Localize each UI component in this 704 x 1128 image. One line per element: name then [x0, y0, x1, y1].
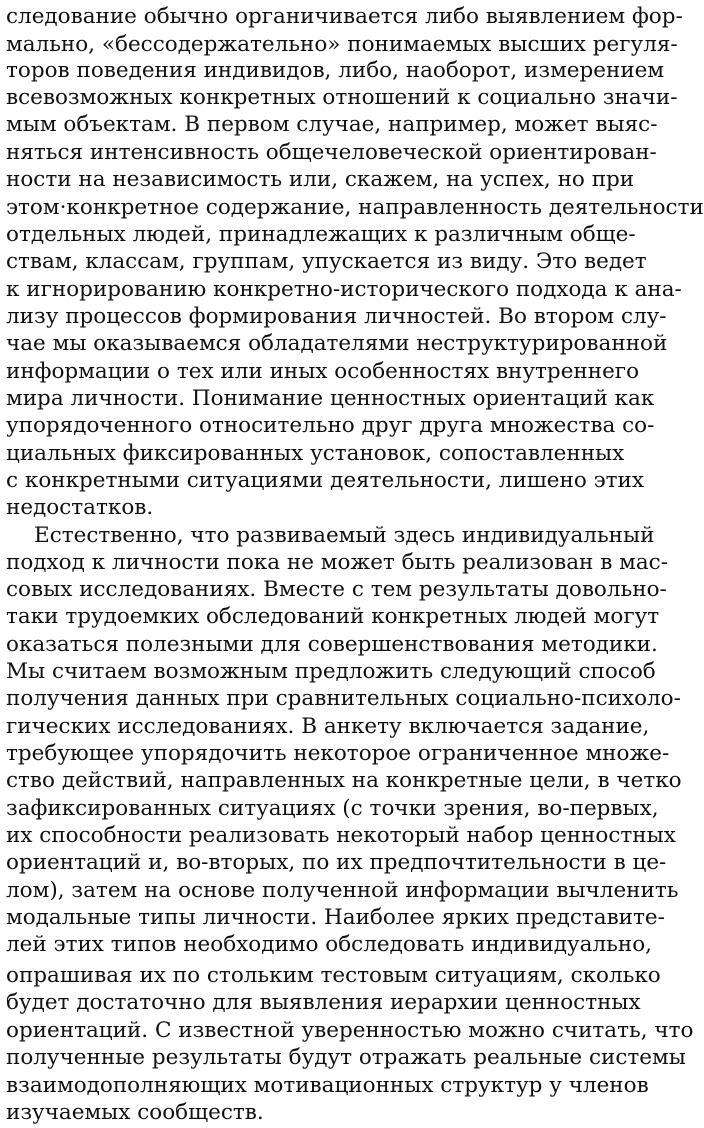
text-line: ство действий, направленных на конкретные цели, в четко: [6, 768, 682, 793]
text-line: ствам, классам, группам, упускается из виду. Это ведет: [6, 249, 647, 274]
text-line: мым объектам. В первом случае, например, может выяс-: [6, 112, 658, 137]
text-line: отдельных людей, принадлежащих к различным обще-: [6, 222, 636, 247]
text-line: опрашивая их по стольким тестовым ситуациям, сколько: [6, 963, 661, 988]
text-line: подход к личности пока не может быть реализован в мас-: [6, 550, 668, 575]
text-line: следование обычно органичивается либо выявлением фор-: [6, 4, 683, 29]
text-line: с конкретными ситуациями деятельности, лишено этих: [6, 468, 644, 493]
text-line: всевозможных конкретных отношений к социально значи-: [6, 85, 678, 110]
text-line: чае мы оказываемся обладателями неструктурированной: [6, 331, 668, 356]
text-line: циальных фиксированных установок, сопоставленных: [6, 441, 625, 466]
text-line: таки трудоемких обследований конкретных людей могут: [6, 604, 660, 629]
text-line: Мы считаем возможным предложить следующий способ: [6, 659, 656, 684]
text-line: модальные типы личности. Наиболее ярких представите-: [6, 905, 665, 930]
text-line: ориентаций. С известной уверенностью можно считать, что: [6, 1018, 694, 1043]
text-line: информации о тех или иных особенностях внутреннего: [6, 359, 640, 384]
text-line: будет достаточно для выявления иерархии ценностных: [6, 990, 641, 1015]
text-line: оказаться полезными для совершенствования методики.: [6, 632, 658, 657]
text-line: недостатков.: [6, 495, 154, 520]
text-line: этом·конкретное содержание, направленность деятельности: [6, 195, 704, 220]
text-line: упорядоченного относительно друг друга множества со-: [6, 413, 655, 438]
text-line: полученные результаты будут отражать реальные системы: [6, 1045, 686, 1070]
text-line: няться интенсивность общечеловеческой ориентирован-: [6, 140, 657, 165]
text-line: лизу процессов формирования личностей. Во втором слу-: [6, 304, 667, 329]
text-line: ности на независимость или, скажем, на успех, но при: [6, 167, 635, 192]
text-line: взаимодополняющих мотивационных структур у членов: [6, 1073, 649, 1098]
text-line: мира личности. Понимание ценностных ориентаций как: [6, 386, 655, 411]
text-line: мально, «бессодержательно» понимаемых высших регуля-: [6, 32, 678, 57]
text-line: лом), затем на основе полученной информации вычленить: [6, 878, 679, 903]
text-line: зафиксированных ситуациях (с точки зрения, во-первых,: [6, 796, 659, 821]
text-line: требующее упорядочить некоторое ограниченное множе-: [6, 741, 670, 766]
text-line: ориентаций и, во-вторых, по их предпочтительности в це-: [6, 850, 667, 875]
text-line: совых исследованиях. Вместе с тем результаты довольно-: [6, 577, 667, 602]
text-line: торов поведения индивидов, либо, наоборот, измерением: [6, 58, 665, 83]
text-line: их способности реализовать некоторый набор ценностных: [6, 823, 676, 848]
text-line: к игнорированию конкретно-исторического подхода к ана-: [6, 277, 682, 302]
text-line: изучаемых сообществ.: [6, 1100, 264, 1125]
text-line: гических исследованиях. В анкету включается задание,: [6, 714, 650, 739]
text-line: получения данных при сравнительных социально-психоло-: [6, 686, 681, 711]
paragraph-first-line: Естественно, что развиваемый здесь индивидуальный: [34, 523, 655, 548]
text-line: лей этих типов необходимо обследовать индивидуально,: [6, 932, 652, 957]
